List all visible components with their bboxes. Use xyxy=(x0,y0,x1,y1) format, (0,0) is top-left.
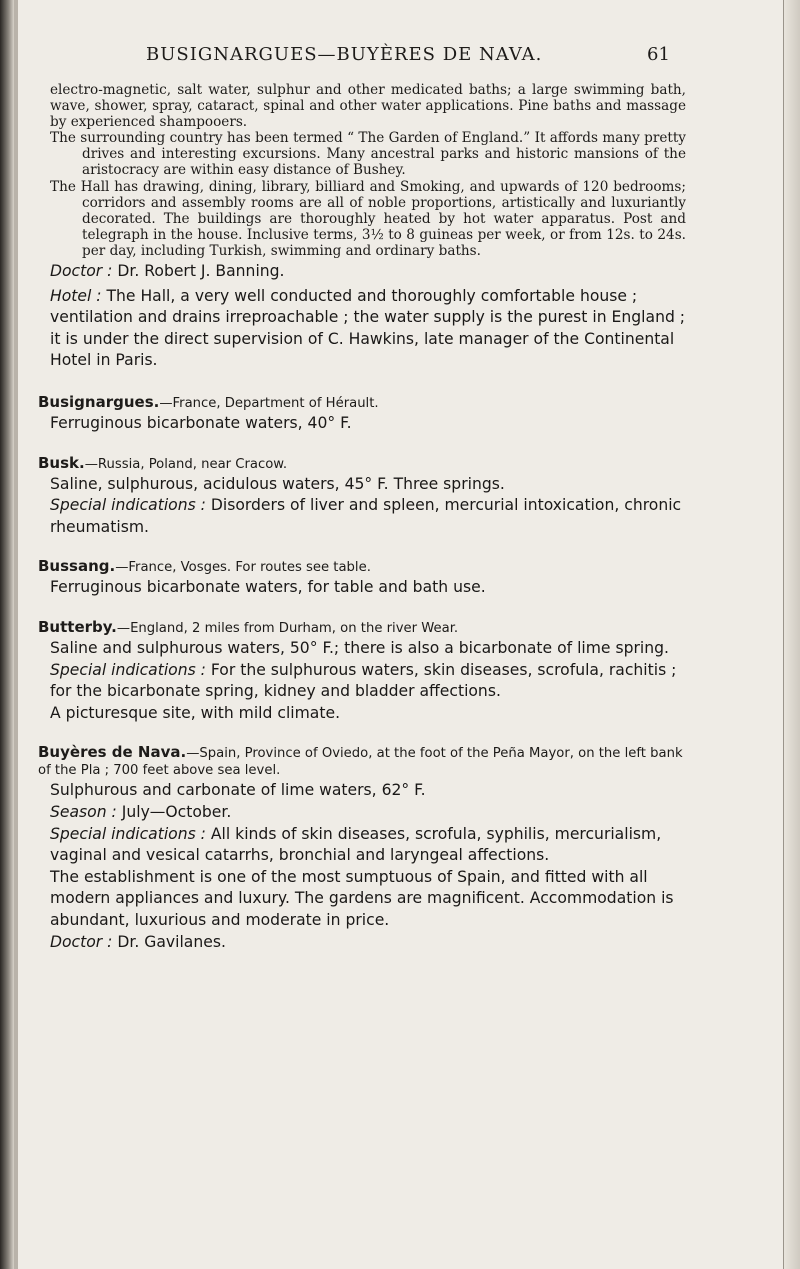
entry-line xyxy=(50,780,686,802)
doctor-name: Dr. Robert J. Banning. xyxy=(112,262,285,281)
entry-spacer xyxy=(50,724,686,744)
entry-heading xyxy=(38,558,686,576)
entry-line-text: A picturesque site, with mild climate. xyxy=(50,703,341,722)
entry-name: Buyères de Nava. xyxy=(38,743,187,762)
running-head: BUSIGNARGUES—BUYÈRES DE NAVA. xyxy=(146,44,543,65)
entry-name: Butterby. xyxy=(38,617,117,636)
entry-line-label: Doctor : xyxy=(50,932,113,951)
entry-line xyxy=(50,802,686,824)
entry-line-label: Special indications : xyxy=(50,496,206,515)
entry-line-text: All kinds of skin diseases, scrofula, syphilis, mercurialism, vaginal and vesical catarrhs, bronchial and laryngeal affections. xyxy=(50,824,662,865)
entry-line-label: Season : xyxy=(50,802,117,821)
entry-line-text: For the sulphurous waters, skin diseases, scrofula, rachitis ; for the bicarbonate spring, kidney and bladder affections. xyxy=(50,660,677,701)
book-spine-shadow xyxy=(0,0,14,1269)
doctor-label: Doctor : xyxy=(50,262,113,281)
entry-name: Busignargues. xyxy=(38,393,160,411)
page-edge xyxy=(783,0,800,1269)
entry-line-text: Disorders of liver and spleen, mercurial intoxication, chronic rheumatism. xyxy=(50,496,682,536)
intro-hotel-paragraph xyxy=(50,286,686,372)
book-page xyxy=(18,0,782,1269)
spa-entry xyxy=(38,617,686,724)
entry-location: —England, 2 miles from Durham, on the river Wear. xyxy=(116,620,459,636)
entry-name: Busk. xyxy=(38,453,85,472)
page-body xyxy=(38,82,686,953)
entry-heading xyxy=(38,455,686,473)
intro-doctor-line xyxy=(50,261,686,283)
entry-line-text: Saline and sulphurous waters, 50° F.; there is also a bicarbonate of lime spring. xyxy=(50,638,669,657)
entry-line xyxy=(50,824,686,867)
entry-spacer xyxy=(50,538,686,558)
page-number: 61 xyxy=(647,44,670,65)
entry-line-text: Ferruginous bicarbonate waters, 40° F. xyxy=(50,414,352,432)
spa-entry xyxy=(38,393,686,435)
entry-location: —Spain, Province of Oviedo, at the foot of the Peña Mayor, on the left bank of the Pla ; 700 feet above sea level. xyxy=(38,746,683,779)
entry-location: —France, Vosges. For routes see table. xyxy=(115,560,371,576)
hotel-text: The Hall, a very well conducted and thoroughly comfortable house ; ventilation and drains irreproachable ; the water supply is the purest in England ; it is under the direct supervision of C. Hawkins, late manager of the Continental Hotel in Paris. xyxy=(50,286,686,370)
entry-heading xyxy=(38,394,686,412)
entry-line xyxy=(50,660,686,703)
entry-name: Bussang. xyxy=(38,557,116,576)
entry-line xyxy=(50,577,686,599)
entry-line-text: July—October. xyxy=(116,802,232,821)
entry-spacer xyxy=(50,435,686,455)
entry-heading xyxy=(38,744,686,779)
intro-paragraph-2: The surrounding country has been termed “ The Garden of England.” It affords many pretty drives and interesting excursions. Many ancestral parks and historic mansions of the aristocracy are within easy distance of Bushey. xyxy=(50,130,686,179)
entry-line xyxy=(50,413,686,435)
entry-line xyxy=(50,932,686,954)
entry-location: —France, Department of Hérault. xyxy=(159,396,379,411)
entry-spacer xyxy=(50,599,686,619)
entry-line xyxy=(50,474,686,496)
spa-entry xyxy=(38,453,686,539)
entry-line xyxy=(50,495,686,538)
entry-line-label: Special indications : xyxy=(50,660,206,679)
entry-line-label: Special indications : xyxy=(50,824,206,843)
page-header xyxy=(18,34,678,74)
intro-paragraph-1: electro-magnetic, salt water, sulphur and other medicated baths; a large swimming bath, wave, shower, spray, cataract, spinal and other water applications. Pine baths and massage by experienced shampooers. xyxy=(50,82,686,131)
intro-paragraph-3: The Hall has drawing, dining, library, billiard and Smoking, and upwards of 120 bedrooms; corridors and assembly rooms are all of noble proportions, artistically and luxuriantly decorated. The buildings are thoroughly heated by hot water apparatus. Post and telegraph in the house. Inclusive terms, 3½ to 8 guineas per week, or from 12s. to 24s. per day, including Turkish, swimming and ordinary baths. xyxy=(50,178,686,259)
entry-line-text: Saline, sulphurous, acidulous waters, 45° F. Three springs. xyxy=(50,474,505,493)
entry-list xyxy=(38,372,686,953)
spa-entry xyxy=(38,743,686,953)
spa-entry xyxy=(38,557,686,599)
entry-spacer xyxy=(50,372,686,394)
entry-line-text: The establishment is one of the most sumptuous of Spain, and fitted with all modern appliances and luxury. The gardens are magnificent. Accommodation is abundant, luxurious and moderate in price. xyxy=(50,867,674,929)
entry-heading xyxy=(38,619,686,637)
entry-line xyxy=(50,638,686,660)
entry-line-text: Ferruginous bicarbonate waters, for table and bath use. xyxy=(50,578,486,597)
entry-line-text: Dr. Gavilanes. xyxy=(112,932,226,951)
hotel-label: Hotel : xyxy=(50,286,102,305)
entry-line xyxy=(50,867,686,932)
entry-line xyxy=(50,703,686,725)
entry-location: —Russia, Poland, near Cracow. xyxy=(84,456,288,472)
entry-line-text: Sulphurous and carbonate of lime waters, 62° F. xyxy=(50,781,426,800)
